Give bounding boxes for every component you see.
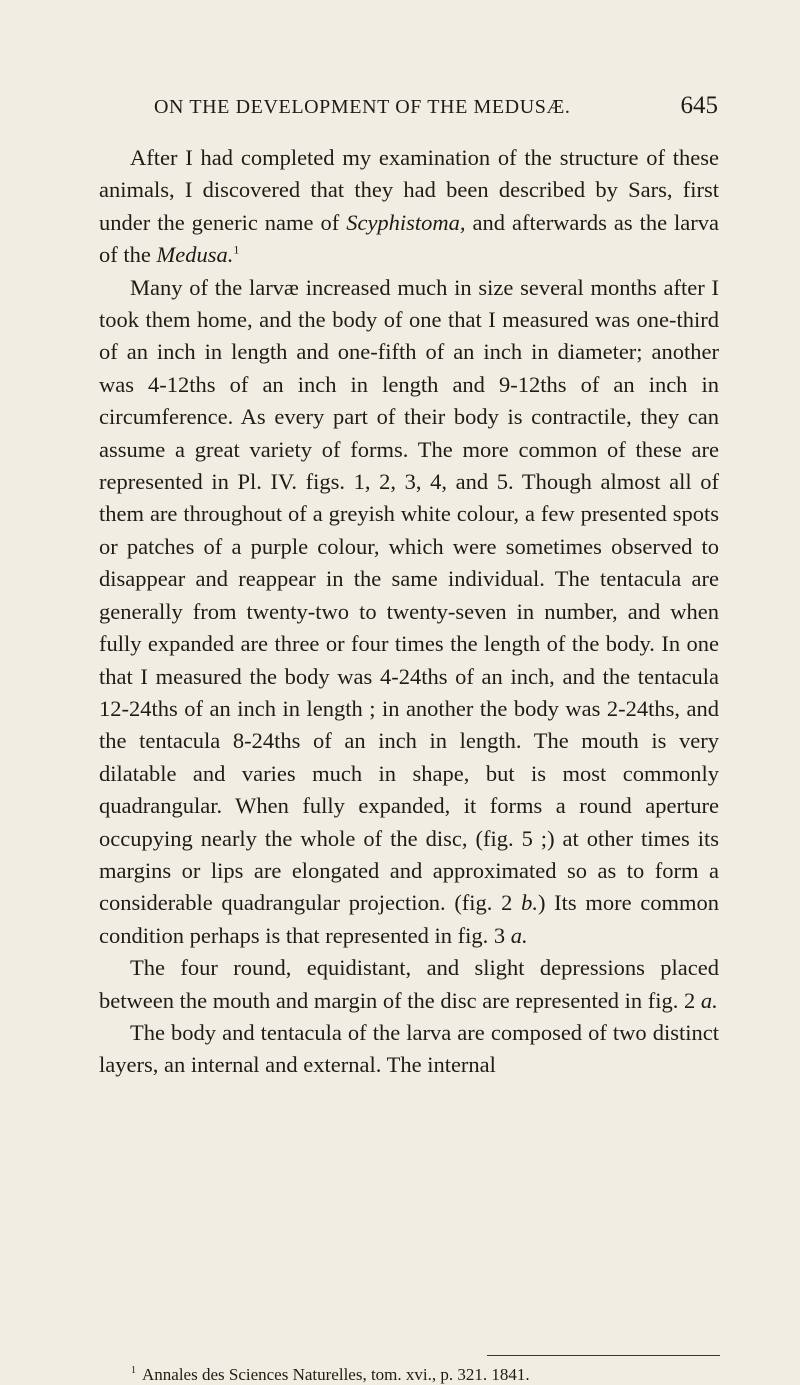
footnote-divider: [487, 1355, 720, 1356]
running-head-title: ON THE DEVELOPMENT OF THE MEDUSÆ.: [154, 96, 571, 118]
running-head: [154, 92, 718, 126]
paragraph-3-text: The four round, equidistant, and slight depressions placed between the mouth and margin of the disc are represented in fig. 2: [99, 955, 719, 1013]
paragraph-2-text-b: ) Its more common condition perhaps is that represented in fig. 3: [99, 890, 719, 948]
paragraph-1-text-a: After I had completed my examination of the structure of these animals, I discovered that they had been described by Sars, first under the generic name of: [99, 145, 719, 235]
figure-ref-3a: a.: [510, 922, 528, 948]
paragraph-2: [99, 272, 719, 953]
paragraph-1-text-b: and afterwards as the larva of the: [99, 209, 719, 268]
paragraph-4: [99, 1017, 719, 1082]
paragraph-2-text-a: Many of the larvæ increased much in size several months after I took them home, and the body of one that I measured was one-third of an inch in length and one-fifth of an inch in diameter; another was 4-12ths of an inch in length and 9-12ths of an inch in circumference. As every part of their body is contractile, they can assume a great variety of forms. The more common of these are represented in Pl. IV. figs. 1, 2, 3, 4, and 5. Though almost all of them are throughout of a greyish white colour, a few presented spots or patches of a purple colour, which were sometimes observed to disappear and reappear in the same individual. The tentacula are generally from twenty-two to twenty-seven in number, and when fully expanded are three or four times the length of the body. In one that I measured the body was 4-24ths of an inch, and the tentacula 12-24ths of an inch in length ; in another the body was 2-24ths, and the tentacula 8-24ths of an inch in length. The mouth is very dilatable and varies much in shape, but is most commonly quadrangular. When fully expanded, it forms a round aperture occupying nearly the whole of the disc, (fig. 5 ;) at other times its margins or lips are elongated and approximated so as to form a considerable quadrangular projection. (fig. 2: [99, 274, 719, 916]
footnote: [131, 1365, 530, 1385]
paragraph-4-text: The body and tentacula of the larva are composed of two distinct layers, an internal and external. The internal: [99, 1019, 719, 1078]
figure-ref-2a: a.: [700, 987, 718, 1013]
paragraph-3: [99, 952, 719, 1017]
footnote-marker: 1: [131, 1365, 136, 1377]
figure-ref-2b: b.: [521, 890, 538, 916]
body-text: [99, 142, 719, 1082]
page-number: 645: [680, 92, 718, 119]
genus-name-medusa: Medusa.: [156, 242, 234, 268]
footnote-reference: 1: [233, 242, 240, 257]
paragraph-1: [99, 142, 719, 272]
genus-name-scyphistoma: Scyphistoma,: [346, 209, 466, 235]
footnote-text: Annales des Sciences Naturelles, tom. xvi., p. 321. 1841.: [142, 1365, 530, 1384]
